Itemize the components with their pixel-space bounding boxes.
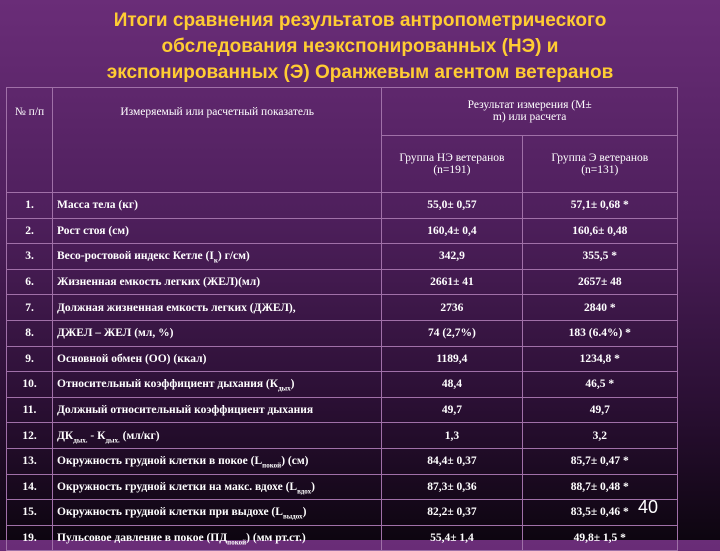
row-indicator	[53, 218, 382, 244]
row-indicator	[53, 372, 382, 398]
header-num: № п/п	[7, 88, 53, 193]
row-number: 7.	[7, 295, 53, 321]
table-row	[7, 193, 678, 219]
header-result: Результат измерения (M± m) или расчета	[382, 88, 678, 136]
value-group-ne: 74 (2,7%)	[382, 320, 522, 346]
row-number: 9.	[7, 346, 53, 372]
row-number: 15.	[7, 500, 53, 526]
indicator-text: Должный относительный коэффициент дыхания	[57, 404, 314, 417]
indicator-text: ) (мм рт.ст.)	[246, 532, 306, 545]
indicator-text: Жизненная емкость легких (ЖЕЛ)(мл)	[57, 276, 261, 289]
table-header-row	[7, 88, 678, 136]
table-row	[7, 397, 678, 423]
row-number: 11.	[7, 397, 53, 423]
row-indicator	[53, 193, 382, 219]
table-row	[7, 372, 678, 398]
value-group-e: 355,5 *	[522, 244, 677, 270]
indicator-text: )	[302, 506, 307, 519]
indicator-text: - К	[87, 429, 106, 442]
page-number: 40	[638, 497, 659, 517]
indicator-text: Масса тела (кг)	[57, 199, 138, 212]
indicator-subscript: дых	[278, 384, 291, 393]
indicator-text: Окружность грудной клетки на макс. вдохе (L	[57, 480, 298, 493]
indicator-text: ) г/см)	[217, 250, 250, 263]
value-group-ne: 84,4± 0,37	[382, 448, 522, 474]
indicator-subscript: дых.	[73, 435, 88, 444]
table-row	[7, 295, 678, 321]
value-group-ne: 48,4	[382, 372, 522, 398]
table-row	[7, 525, 678, 551]
indicator-subscript: выдох	[282, 512, 303, 521]
value-group-ne: 2736	[382, 295, 522, 321]
value-group-e: 183 (6.4%) *	[522, 320, 677, 346]
indicator-text: )	[311, 480, 315, 493]
indicator-text: )	[290, 378, 295, 391]
indicator-text: Пульсовое давление в покое (ПД	[57, 532, 228, 545]
indicator-text: Окружность грудной клетки в покое (L	[57, 455, 263, 468]
title-line-2: обследования неэкспонированных (НЭ) и	[161, 36, 559, 57]
value-group-e: 57,1± 0,68 *	[522, 193, 677, 219]
indicator-subscript: к	[213, 256, 218, 265]
indicator-text: Относительный коэффициент дыхания (К	[57, 378, 279, 391]
row-number: 19.	[7, 525, 53, 551]
title-line-1: Итоги сравнения результатов антропометрического	[113, 10, 607, 31]
value-group-ne: 55,4± 1,4	[382, 525, 522, 551]
row-indicator	[53, 320, 382, 346]
value-group-e: 2840 *	[522, 295, 677, 321]
indicator-text: Рост стоя (см)	[57, 224, 129, 237]
row-indicator	[53, 397, 382, 423]
slide-title	[0, 8, 720, 86]
header-group-ne: Группа НЭ ветеранов (n=191)	[382, 135, 522, 192]
row-number: 1.	[7, 193, 53, 219]
value-group-ne: 87,3± 0,36	[382, 474, 522, 500]
row-indicator	[53, 423, 382, 449]
value-group-ne: 1189,4	[382, 346, 522, 372]
indicator-subscript: дых.	[105, 435, 120, 444]
value-group-e: 49,8± 1,5 *	[522, 525, 677, 551]
row-number: 12.	[7, 423, 53, 449]
row-number: 6.	[7, 269, 53, 295]
indicator-text: ДК	[57, 429, 74, 442]
value-group-e: 49,7	[522, 397, 677, 423]
header-indicator: Измеряемый или расчетный показатель	[53, 88, 382, 193]
row-indicator	[53, 525, 382, 551]
indicator-text: (мл/кг)	[119, 429, 160, 442]
results-table	[6, 87, 678, 551]
row-indicator	[53, 295, 382, 321]
value-group-ne: 160,4± 0,4	[382, 218, 522, 244]
indicator-text: Основной обмен (ОО) (ккал)	[57, 352, 207, 365]
value-group-e: 1234,8 *	[522, 346, 677, 372]
row-number: 8.	[7, 320, 53, 346]
table-row	[7, 448, 678, 474]
row-indicator	[53, 244, 382, 270]
table-row	[7, 320, 678, 346]
value-group-ne: 82,2± 0,37	[382, 500, 522, 526]
indicator-text: Должная жизненная емкость легких (ДЖЕЛ),	[57, 301, 296, 314]
row-indicator	[53, 474, 382, 500]
value-group-e: 3,2	[522, 423, 677, 449]
table-row	[7, 474, 678, 500]
row-number: 2.	[7, 218, 53, 244]
table-row	[7, 269, 678, 295]
value-group-e: 88,7± 0,48 *	[522, 474, 677, 500]
value-group-ne: 2661± 41	[382, 269, 522, 295]
value-group-e: 46,5 *	[522, 372, 677, 398]
indicator-text: ) (см)	[281, 455, 309, 468]
header-group-e: Группа Э ветеранов (n=131)	[522, 135, 677, 192]
table-row	[7, 423, 678, 449]
value-group-ne: 342,9	[382, 244, 522, 270]
table-row	[7, 346, 678, 372]
indicator-text: Весо-ростовой индекс Кетле (I	[57, 250, 214, 263]
value-group-ne: 55,0± 0,57	[382, 193, 522, 219]
table-row	[7, 500, 678, 526]
row-indicator	[53, 448, 382, 474]
value-group-ne: 49,7	[382, 397, 522, 423]
value-group-e: 83,5± 0,46 *	[522, 500, 677, 526]
indicator-text: Окружность грудной клетки при выдохе (L	[57, 506, 283, 519]
row-indicator	[53, 500, 382, 526]
title-line-3: экспонированных (Э) Оранжевым агентом ветеранов	[106, 62, 614, 83]
row-number: 13.	[7, 448, 53, 474]
row-number: 10.	[7, 372, 53, 398]
table-row	[7, 244, 678, 270]
indicator-subscript: вдох	[297, 487, 312, 496]
table-row	[7, 218, 678, 244]
value-group-ne: 1,3	[382, 423, 522, 449]
indicator-text: ДЖЕЛ – ЖЕЛ (мл, %)	[57, 327, 174, 340]
value-group-e: 85,7± 0,47 *	[522, 448, 677, 474]
row-number: 14.	[7, 474, 53, 500]
value-group-e: 160,6± 0,48	[522, 218, 677, 244]
row-indicator	[53, 269, 382, 295]
value-group-e: 2657± 48	[522, 269, 677, 295]
row-number: 3.	[7, 244, 53, 270]
indicator-subscript: покой	[227, 538, 247, 547]
row-indicator	[53, 346, 382, 372]
indicator-subscript: покой	[262, 461, 282, 470]
